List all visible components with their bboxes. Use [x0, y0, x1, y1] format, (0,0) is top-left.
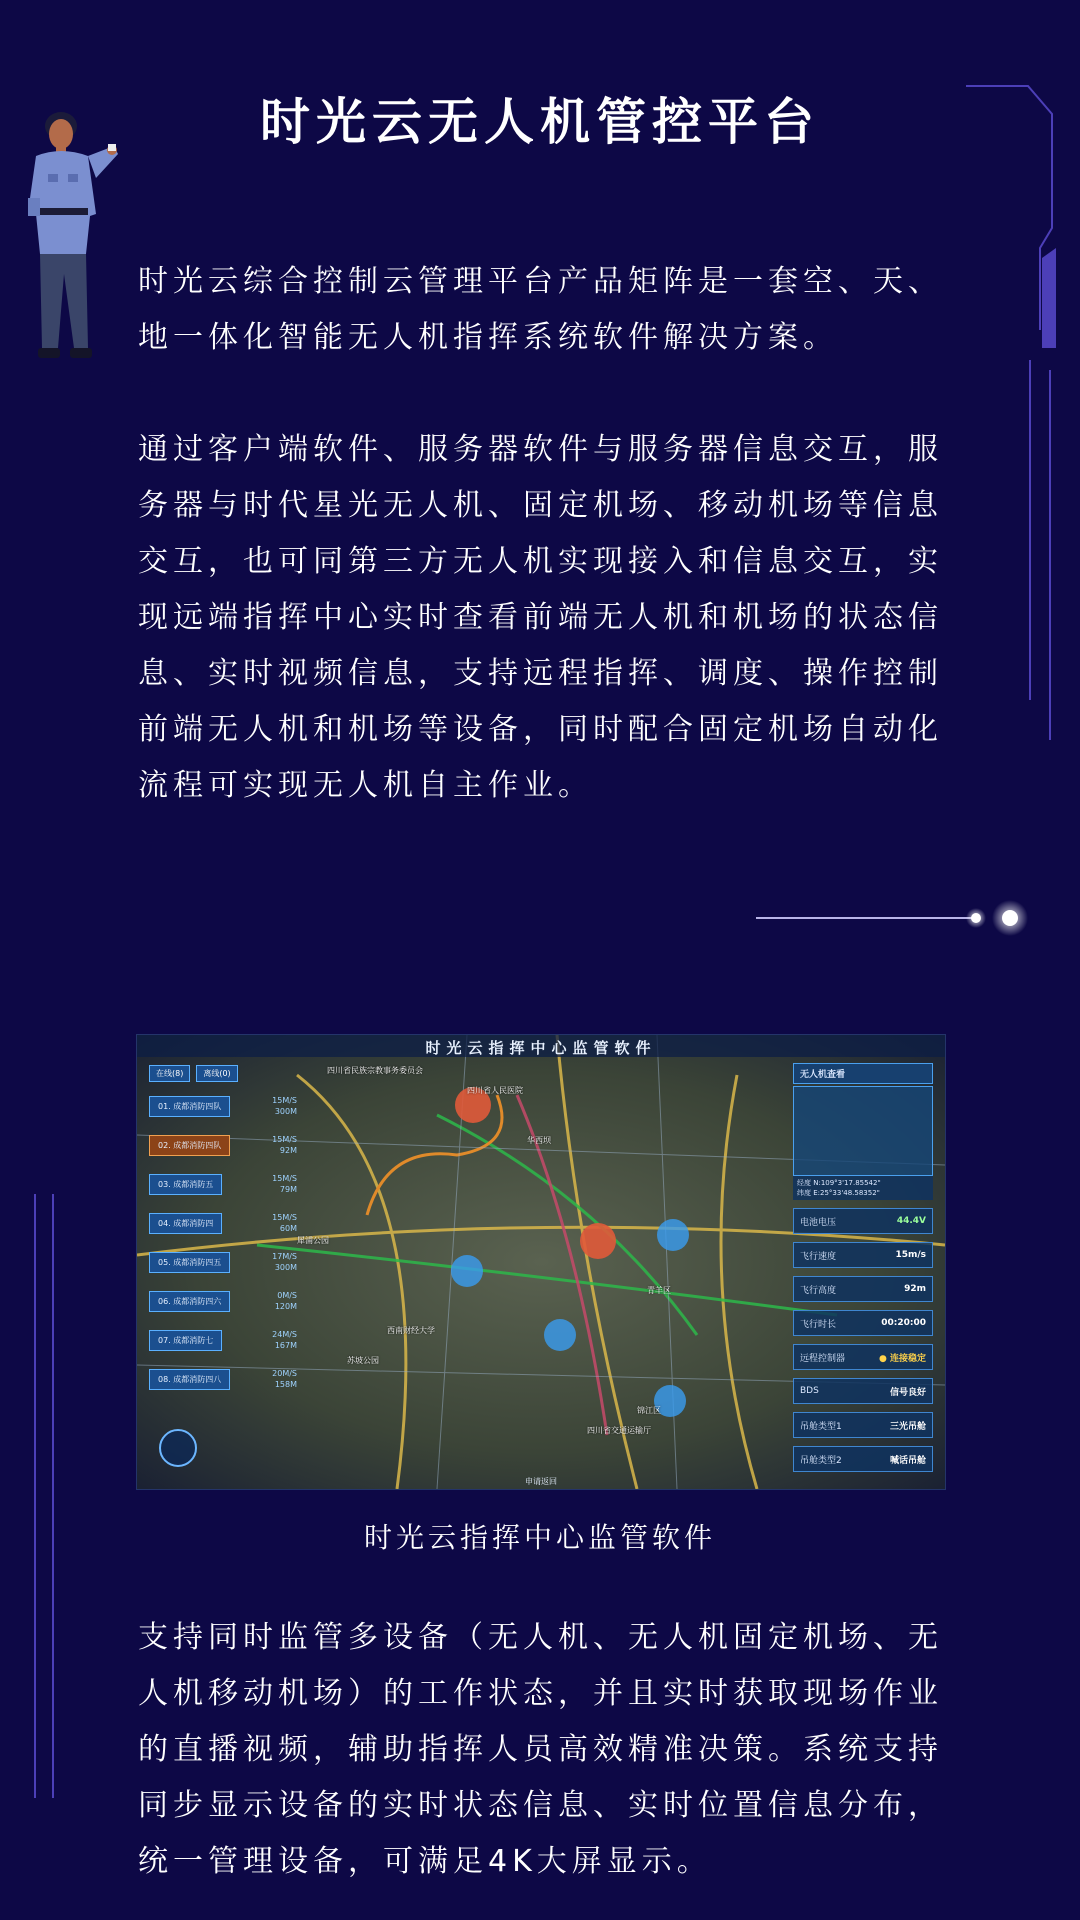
status-row — [793, 1310, 933, 1336]
map-label: 犀浦公园 — [297, 1236, 329, 1245]
drone-speed: 15M/S — [272, 1174, 297, 1183]
drone-list-item[interactable] — [149, 1286, 297, 1316]
drone-height: 60M — [279, 1224, 297, 1233]
status-rows — [793, 1208, 933, 1472]
status-value: 00:20:00 — [881, 1318, 926, 1328]
map-label: 苏坡公园 — [347, 1356, 379, 1365]
drone-name: 07. 成都消防七 — [149, 1330, 222, 1351]
drone-speed: 15M/S — [272, 1135, 297, 1144]
status-row — [793, 1276, 933, 1302]
drone-list-item[interactable] — [149, 1247, 297, 1277]
drone-metrics — [272, 1251, 297, 1273]
drone-list-item[interactable] — [149, 1364, 297, 1394]
drone-list-panel — [149, 1065, 297, 1394]
drone-list-item[interactable] — [149, 1091, 297, 1121]
status-label: 飞行高度 — [800, 1285, 837, 1296]
timeline-dots-decoration — [756, 896, 1056, 940]
map-label: 华西坝 — [527, 1136, 551, 1145]
drone-height: 92M — [279, 1146, 297, 1155]
drone-metrics — [272, 1134, 297, 1156]
map-label: 四川省民族宗教事务委员会 — [327, 1066, 423, 1075]
drone-name: 05. 成都消防四五 — [149, 1252, 230, 1273]
drone-height: 300M — [274, 1107, 297, 1116]
drone-name: 08. 成都消防四八 — [149, 1369, 230, 1390]
map-label: 四川省人民医院 — [467, 1086, 523, 1095]
drone-metrics — [272, 1329, 297, 1351]
drone-model-view — [793, 1086, 933, 1176]
drone-metrics — [272, 1173, 297, 1195]
status-label: BDS — [800, 1386, 819, 1396]
status-row — [793, 1208, 933, 1234]
status-row — [793, 1378, 933, 1404]
map-label: 锦江区 — [637, 1406, 661, 1415]
status-row — [793, 1412, 933, 1438]
coordinates — [793, 1176, 933, 1200]
return-button[interactable]: 申请返回 — [525, 1477, 557, 1486]
latitude: 纬度 E:25°33'48.58352" — [797, 1189, 880, 1197]
map-label: 四川省交通运输厅 — [587, 1426, 651, 1435]
drone-height: 300M — [274, 1263, 297, 1272]
longitude: 经度 N:109°3'17.85542" — [797, 1179, 881, 1187]
status-label: 远程控制器 — [800, 1353, 846, 1364]
status-value: 15m/s — [895, 1250, 926, 1260]
drone-metrics — [275, 1290, 297, 1312]
drone-height: 167M — [274, 1341, 297, 1350]
page-title: 时光云无人机管控平台 — [260, 93, 820, 151]
screenshot-caption: 时光云指挥中心监管软件 — [363, 1521, 716, 1554]
drone-metrics — [272, 1095, 297, 1117]
status-row — [793, 1344, 933, 1370]
status-value: 三光吊舱 — [889, 1421, 926, 1432]
drone-list-item[interactable] — [149, 1208, 297, 1238]
drone-height: 158M — [274, 1380, 297, 1389]
drone-name: 03. 成都消防五 — [149, 1174, 222, 1195]
screenshot-title: 时光云指挥中心监管软件 — [425, 1039, 657, 1057]
drone-name: 04. 成都消防四 — [149, 1213, 222, 1234]
status-label: 吊舱类型1 — [800, 1421, 842, 1432]
drone-height: 120M — [274, 1302, 297, 1311]
drone-speed: 20M/S — [272, 1369, 297, 1378]
drone-detail-panel — [793, 1063, 933, 1473]
drone-list — [149, 1091, 297, 1394]
drone-name: 02. 成都消防四队 — [149, 1135, 230, 1156]
drone-height: 79M — [279, 1185, 297, 1194]
status-label: 吊舱类型2 — [800, 1455, 842, 1466]
offline-tab[interactable]: 离线(0) — [196, 1065, 237, 1082]
status-value: ● 连接稳定 — [879, 1353, 926, 1364]
intro-paragraph: 时光云综合控制云管理平台产品矩阵是一套空、天、地一体化智能无人机指挥系统软件解决方案。 — [138, 264, 943, 355]
status-value: 92m — [904, 1284, 926, 1294]
drone-speed: 15M/S — [272, 1213, 297, 1222]
status-row — [793, 1446, 933, 1472]
drone-name: 06. 成都消防四六 — [149, 1291, 230, 1312]
left-vertical-line — [34, 1194, 36, 1798]
corner-frame-decoration — [960, 80, 1060, 760]
drone-metrics — [272, 1212, 297, 1234]
drone-list-item[interactable] — [149, 1325, 297, 1355]
online-tab[interactable]: 在线(8) — [149, 1065, 190, 1082]
compass-icon[interactable] — [159, 1429, 197, 1467]
software-screenshot — [136, 1034, 946, 1490]
left-vertical-line-2 — [52, 1194, 54, 1798]
status-label: 飞行速度 — [800, 1251, 837, 1262]
status-row — [793, 1242, 933, 1268]
status-label: 飞行时长 — [800, 1319, 837, 1330]
drone-metrics — [272, 1368, 297, 1390]
status-value: 喊话吊舱 — [889, 1455, 926, 1466]
status-label: 电池电压 — [800, 1217, 837, 1228]
status-value: 44.4V — [896, 1216, 926, 1226]
drone-name: 01. 成都消防四队 — [149, 1096, 230, 1117]
panel-header: 无人机查看 — [793, 1063, 933, 1084]
feature-paragraph: 支持同时监管多设备（无人机、无人机固定机场、无人机移动机场）的工作状态，并且实时获取现场作业的直播视频，辅助指挥人员高效精准决策。系统支持同步显示设备的实时状态信息、实时位置信息分布，统一管理设备，可满足4K大屏显示。 — [138, 1620, 943, 1879]
map-label: 青羊区 — [647, 1286, 671, 1295]
drone-speed: 24M/S — [272, 1330, 297, 1339]
drone-list-item[interactable] — [149, 1130, 297, 1160]
map-label: 西南财经大学 — [387, 1326, 435, 1335]
drone-speed: 17M/S — [272, 1252, 297, 1261]
drone-list-item[interactable] — [149, 1169, 297, 1199]
drone-speed: 0M/S — [277, 1291, 297, 1300]
description-paragraph: 通过客户端软件、服务器软件与服务器信息交互，服务器与时代星光无人机、固定机场、移动机场等信息交互，也可同第三方无人机实现接入和信息交互，实现远端指挥中心实时查看前端无人机和机场的状态信息、实时视频信息，支持远程指挥、调度、操作控制前端无人机和机场等设备，同时配合固定机场自动化流程可实现无人机自主作业。 — [138, 432, 943, 803]
drone-speed: 15M/S — [272, 1096, 297, 1105]
status-value: 信号良好 — [889, 1387, 926, 1398]
